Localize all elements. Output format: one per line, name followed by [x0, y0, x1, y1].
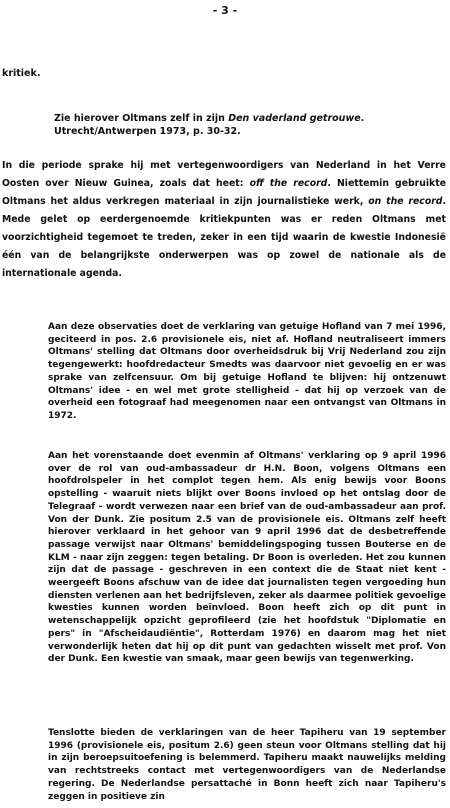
main-text-1: In die periode sprake hij met vertegenwoordigers van Nederland in het Verre Oosten over Nieuw Guinea, zoals dat heet:: [2, 160, 446, 189]
main-italic-1: off the record: [249, 178, 328, 189]
footnote: [54, 112, 444, 138]
carryover-text: kritiek.: [2, 68, 41, 79]
main-paragraph: [2, 157, 446, 283]
main-text-2: . Niettemin gebruikte Oltmans het aldus verkregen materiaal in zijn journalistieke werk,: [2, 178, 446, 207]
main-text-3: . Mede gelet op eerdergenoemde kritiekpunten was er reden Oltmans met voorzichtigheid tegemoet te treden, zeker in een tijd waarin de kwestie Indonesië één van de belangrijkste onderwerpen was op zowel de nationale als de internationale agenda.: [2, 196, 446, 279]
page-number: - 3 -: [212, 4, 238, 17]
indented-paragraph-boon: Aan het vorenstaande doet evenmin af Oltmans' verklaring op 9 april 1996 over de rol van oud-ambassadeur dr H.N. Boon, volgens Oltmans een hoofdrolspeler in het complot tegen hem. Als enig bewijs voor Boons opstelling - waaruit niets blijkt over Boons invloed op het ontslag door de Telegraaf - wordt verwezen naar een brief van de oud-ambassadeur aan prof. Von der Dunk. Zie positum 2.5 van de provisionele eis. Oltmans zelf heeft hierover verklaard in het gehoor van 9 april 1996 dat de desbetreffende passage verwijst naar Oltmans' bemiddelingspoging tussen Bouterse en de KLM - naar zijn zeggen: tegen betaling. Dr Boon is overleden. Het zou kunnen zijn dat de passage - geschreven in een context die de Staat niet kent - weergeeft Boons afschuw van de idee dat journalisten tegen vergoeding hun diensten verlenen aan het bedrijfsleven, zeker als daarmee politiek gevoelige kwesties kunnen worden beïnvloed. Boon heeft zich op dit punt in wetenschappelijk opzicht geprofileerd (zie het hoofdstuk "Diplomatie en pers" in "Afscheidaudiëntie", Rotterdam 1976) en daarom mag het niet verwonderlijk heten dat hij op dit punt van gedachten wisselt met prof. Von der Dunk. Een kwestie van smaak, maar geen bewijs van tegenwerking.: [48, 451, 446, 665]
footnote-lead: Zie hierover Oltmans zelf in zijn: [54, 113, 229, 124]
indented-paragraph-tapiheru: Tenslotte bieden de verklaringen van de heer Tapiheru van 19 september 1996 (provisionele eis, positum 2.6) geen steun voor Oltmans stelling dat hij in zijn beroepsuitoefening is belemmerd. Tapiheru maakt nauwelijks melding van rechtstreeks contact met vertegenwoordigers van de Nederlandse regering. De Nederlandse persattaché in Bonn heeft zich naar Tapiheru's zeggen in positieve zin: [48, 728, 446, 802]
indented-paragraph-hofland: Aan deze observaties doet de verklaring van getuige Hofland van 7 mei 1996, geciteerd in pos. 2.6 provisionele eis, niet af. Hofland neutraliseert immers Oltmans' stelling dat Oltmans door overheidsdruk bij Vrij Nederland zou zijn tegengewerkt: hoofdredacteur Smedts was daarvoor niet gevoelig en er was sprake van zelfcensuur. Om bij getuige Hofland te blijven: hij ontzenuwt Oltmans' idee - en wel met grote stelligheid - dat hij op verzoek van de overheid een fotograaf had meegenomen naar een ontvangst van Oltmans in 1972.: [48, 322, 446, 421]
main-italic-2: on the record: [368, 196, 443, 207]
footnote-book-title: Den vaderland getrouwe: [228, 113, 361, 124]
footnote-tail: . Utrecht/Antwerpen 1973, p. 30-32.: [54, 113, 365, 137]
